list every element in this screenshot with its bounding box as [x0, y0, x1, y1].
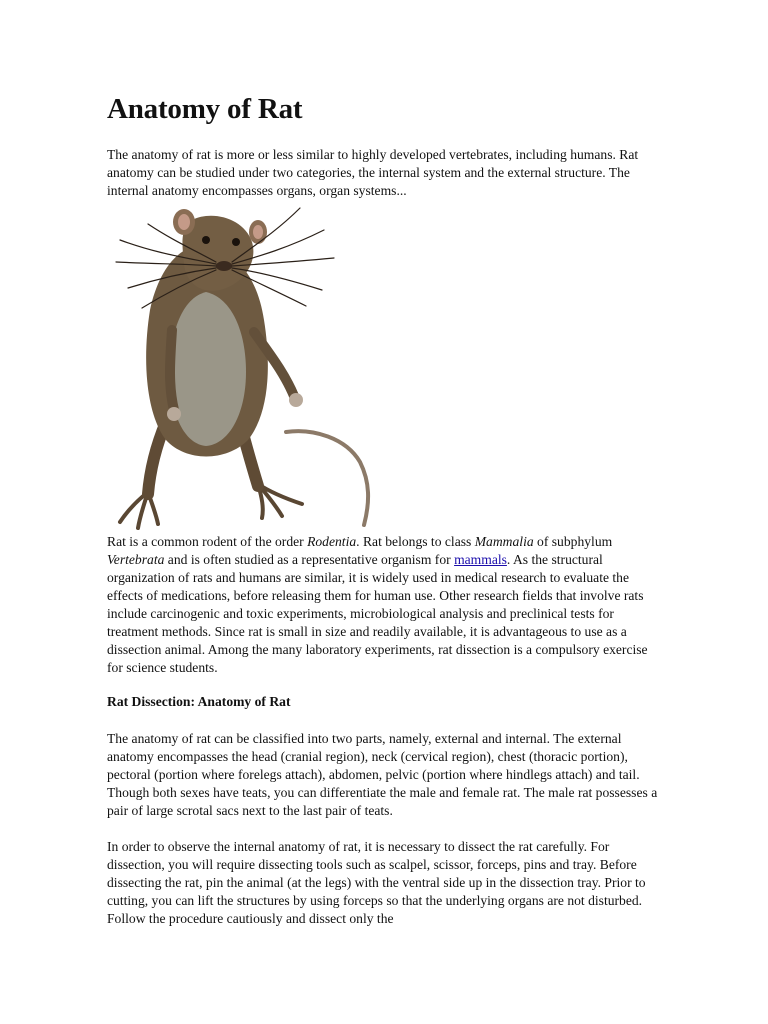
rat-left-ear-inner: [178, 214, 190, 230]
order-name: Rodentia: [307, 534, 357, 549]
rat-right-ear-inner: [253, 225, 263, 239]
page-title: Anatomy of Rat: [107, 93, 303, 125]
rat-right-foot: [258, 484, 302, 518]
rat-illustration: [108, 200, 378, 535]
rat-tail: [286, 431, 368, 525]
rodent-text-4: and is often studied as a representative organism for: [164, 552, 455, 567]
intro-paragraph: The anatomy of rat is more or less similar to highly developed vertebrates, including humans. Rat anatomy can be studied under two categories, the internal system and the external structure. The internal anatomy encompasses organs, organ systems...: [107, 147, 639, 198]
class-name: Mammalia: [474, 534, 534, 549]
section-heading: Rat Dissection: Anatomy of Rat: [107, 694, 291, 709]
internal-anatomy-paragraph: In order to observe the internal anatomy of rat, it is necessary to dissect the rat carefully. For dissection, you will require dissecting tools such as scalpel, scissor, forceps, pins and tray. Before dissecting the rat, pin the animal (at the legs) with the ventral side up in the dissection tray. Prior to cutting, you can lift the structures by using forceps so that the underlying organs are not disturbed. Follow the procedure cautiously and dissect only the: [107, 839, 646, 926]
rat-left-eye: [202, 236, 210, 244]
rat-right-eye: [232, 238, 240, 246]
rat-left-paw: [167, 407, 181, 421]
rodent-text-3: of subphylum: [533, 534, 613, 549]
rat-nose: [216, 261, 232, 271]
external-anatomy-paragraph: The anatomy of rat can be classified into two parts, namely, external and internal. The external anatomy encompasses the head (cranial region), neck (cervical region), chest (thoracic portion), pectoral (portion where forelegs attach), abdomen, pelvic (portion where hindlegs attach) and tail. Though both sexes have teats, you can differentiate the male and female rat. The male rat possesses a pair of large scrotal sacs next to the last pair of teats.: [107, 731, 658, 818]
rodent-text-5: . As the structural organization of rats and humans are similar, it is widely used in medical research to evaluate the effects of medications, before releasing them for human use. Other research fields that involve rats include carcinogenic and toxic experiments, microbiological analysis and preclinical tests for treatment methods. Since rat is small in size and readily available, it is advantageous to use as a dissection animal. Among the many laboratory experiments, rat dissection is a compulsory exercise for science students.: [107, 552, 648, 675]
subphylum-name: Vertebrata: [107, 552, 165, 567]
mammals-link[interactable]: mammals: [454, 552, 507, 567]
rat-right-paw: [289, 393, 303, 407]
rodent-text-1: Rat is a common rodent of the order: [107, 534, 308, 549]
rat-left-arm: [170, 330, 174, 410]
rodent-text-2: . Rat belongs to class: [356, 534, 475, 549]
rodent-paragraph: [107, 533, 663, 677]
